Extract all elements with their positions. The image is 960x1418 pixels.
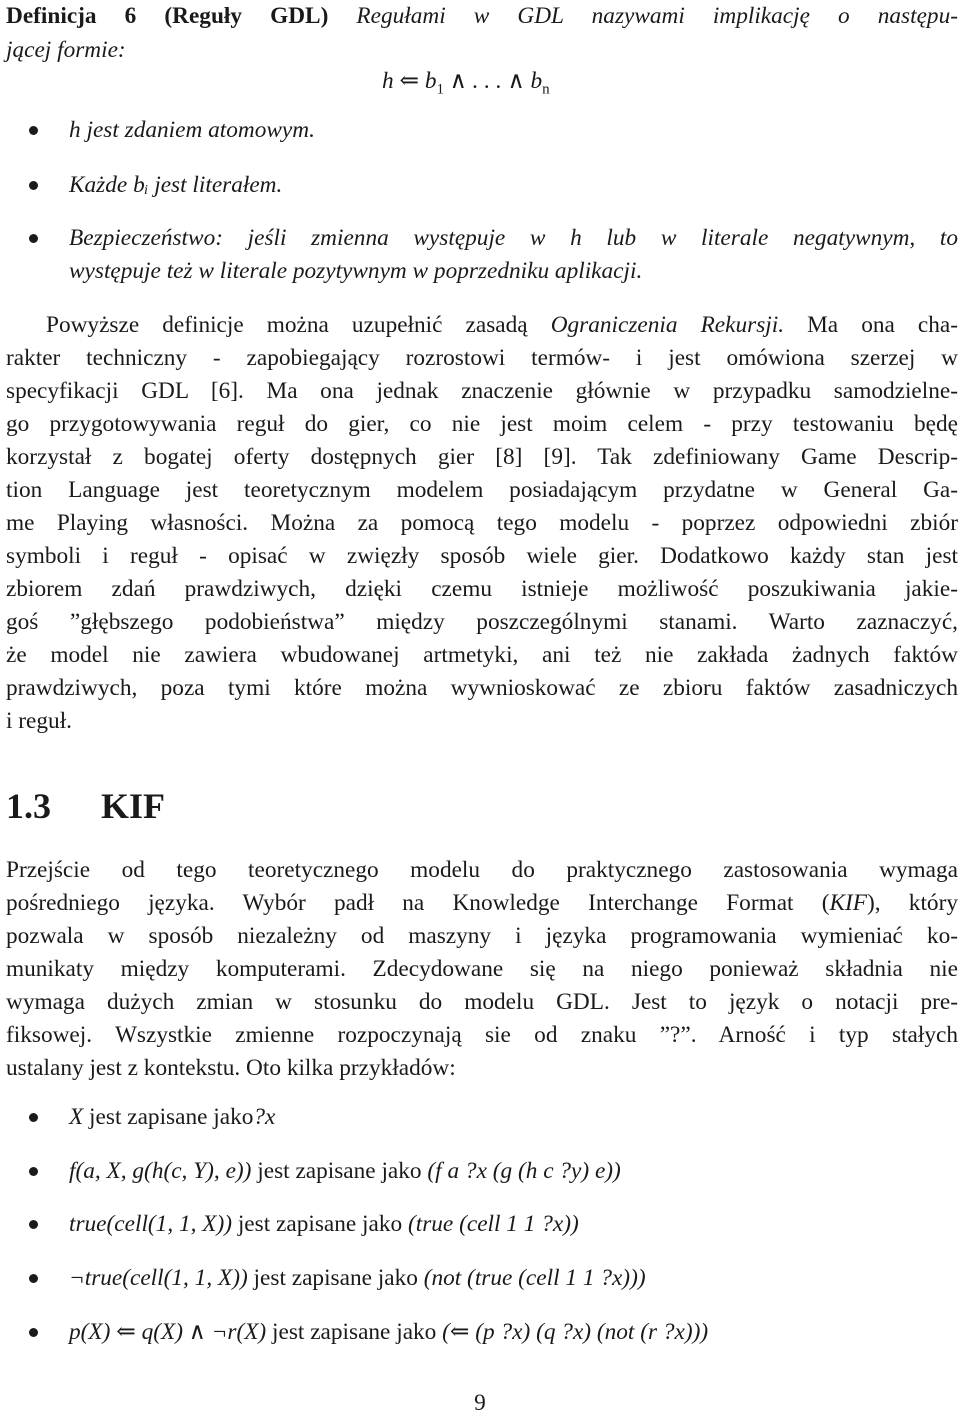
para1-line: symboli i reguł - opisać w zwięzły sposób wiele gier. Dodatkowo każdy stan jest	[6, 543, 958, 569]
para2-line: pośredniego języka. Wybór padł na Knowledge Interchange Format (KIF), który	[6, 890, 958, 916]
para2-line: pozwala w sposób niezależny od maszyny i języka programowania wymieniać ko-	[6, 923, 958, 949]
para1-line: me Playing własności. Można za pomocą tego modelu - poprzez odpowiedni zbiór	[6, 510, 958, 536]
para1-line: prawdziwych, poza tymi które można wywnioskować ze zbioru faktów zasadniczych	[6, 675, 958, 701]
bullet-icon	[29, 1113, 38, 1122]
para1-line: że model nie zawiera wbudowanej artmetyki, ani też nie zakłada żadnych faktów	[6, 642, 958, 668]
para2-line: munikaty między komputerami. Zdecydowane się na niego ponieważ składnia nie	[6, 956, 958, 982]
definition-bullet-1: h jest zdaniem atomowym.	[69, 117, 315, 143]
bullet-icon	[29, 1274, 38, 1283]
page-number: 9	[474, 1390, 486, 1416]
para1-line: korzystał z bogatej oferty dostępnych gier [8] [9]. Tak zdefiniowany Game Descrip-	[6, 444, 958, 470]
example-item: true(cell(1, 1, X)) jest zapisane jako (true (cell 1 1 ?x))	[69, 1211, 579, 1237]
example-item: X jest zapisane jako?x	[69, 1104, 276, 1130]
bullet-icon	[29, 181, 38, 190]
section-number: 1.3	[6, 786, 51, 826]
bullet-icon	[29, 234, 38, 243]
gdl-rule-formula: h ⇐ $b_1$ ∧ . . . ∧ $b_n$	[382, 68, 550, 98]
example-item: p(X) ⇐ q(X) ∧ ¬r(X) jest zapisane jako (⇐ (p ?x) (q ?x) (not (r ?x)))	[69, 1319, 709, 1345]
bullet-icon	[29, 1328, 38, 1337]
rekursja-term: Ograniczenia Rekursji.	[550, 312, 785, 338]
definition-text-2: jącej formie:	[6, 37, 126, 63]
para1-line: go przygotowywania reguł do gier, co nie jest moim celem - przy testowaniu będę	[6, 411, 958, 437]
section-heading	[6, 784, 165, 828]
definition-text-1: Regułami w GDL nazywami implikację o następu-	[356, 3, 958, 29]
para1-line: zbiorem zdań prawdziwych, dzięki czemu istnieje możliwość poszukiwania jakie-	[6, 576, 958, 602]
example-item: ¬true(cell(1, 1, X)) jest zapisane jako (not (true (cell 1 1 ?x)))	[69, 1265, 646, 1291]
definition-bullet-3-cont: występuje też w literale pozytywnym w poprzedniku aplikacji.	[69, 258, 643, 284]
definition-label: Definicja 6 (Reguły GDL)	[6, 3, 329, 29]
para1-line: rakter techniczny - zapobiegający rozrostowi termów- i jest omówiona szerzej w	[6, 345, 958, 371]
para2-line: ustalany jest z kontekstu. Oto kilka przykładów:	[6, 1055, 456, 1081]
para1-line: specyfikacji GDL [6]. Ma ona jednak znaczenie głównie w przypadku samodzielne-	[6, 378, 958, 404]
para1-line: i reguł.	[6, 708, 72, 734]
para1-line: goś ”głębszego podobieństwa” między poszczególnymi stanami. Warto zaznaczyć,	[6, 609, 958, 635]
bullet-icon	[29, 1167, 38, 1176]
para2-line: fiksowej. Wszystkie zmienne rozpoczynają sie od znaku ”?”. Arność i typ stałych	[6, 1022, 958, 1048]
para1-line: tion Language jest teoretycznym modelem posiadającym przydatne w General Ga-	[6, 477, 958, 503]
definition-line-1	[6, 2, 958, 30]
bullet-icon	[29, 126, 38, 135]
para2-line: Przejście od tego teoretycznego modelu do praktycznego zastosowania wymaga	[6, 857, 958, 883]
bullet-icon	[29, 1220, 38, 1229]
definition-bullet-3: Bezpieczeństwo: jeśli zmienna występuje w h lub w literale negatywnym, to	[69, 225, 958, 251]
example-item: f(a, X, g(h(c, Y), e)) jest zapisane jako (f a ?x (g (h c ?y) e))	[69, 1158, 621, 1184]
para1-line: Powyższe definicje można uzupełnić zasadą Ograniczenia Rekursji. Ma ona cha-	[46, 312, 958, 338]
kif-acronym: KIF	[829, 890, 868, 916]
para2-line: wymaga dużych zmian w stosunku do modelu GDL. Jest to język o notacji pre-	[6, 989, 958, 1015]
definition-bullet-2: Każde bᵢ jest literałem.	[69, 172, 283, 198]
section-title: KIF	[101, 786, 166, 826]
